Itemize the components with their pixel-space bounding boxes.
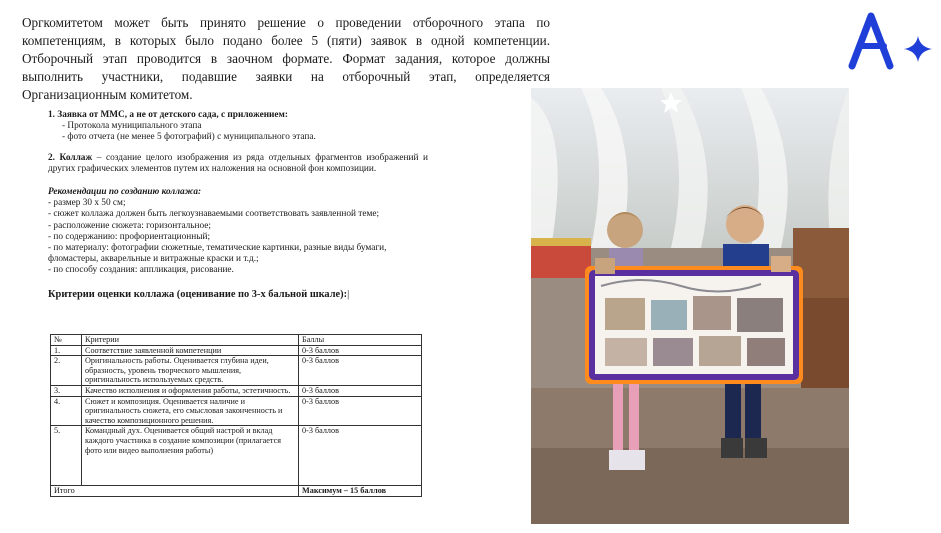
table-row [51,385,422,396]
total-value: Максимум – 15 баллов [299,486,422,497]
table-header-row [51,335,422,346]
row-points: 0-3 баллов [299,356,422,386]
rec-method: - по способу создания: аппликация, рисование. [48,265,234,276]
row-criterion: Качество исполнения и оформления работы, эстетичность. [82,385,299,396]
rec-content: - по содержанию: профориентационный; [48,231,211,242]
row-number: 2. [51,356,82,386]
row-points: 0-3 баллов [299,396,422,426]
item-1-title: 1. Заявка от ММС, а не от детского сада, с приложением: [48,110,288,120]
header-points: Баллы [299,335,422,346]
photo-children-with-collage [531,88,849,524]
table-row [51,396,422,426]
header-number: № [51,335,82,346]
rec-material: - по материалу: фотографии сюжетные, тематические картинки, разные виды бумаги, фломастеры, акварельные и витражные краски и т.д.; [48,243,387,265]
table-total-row [51,486,422,497]
row-number: 4. [51,396,82,426]
criteria-table [50,334,422,497]
item-2-collage: 2. Коллаж – создание целого изображения из ряда отдельных фрагментов изображений и других графических элементов путем их наложения на основной фон композиции. [48,152,428,174]
row-number: 3. [51,385,82,396]
rec-size: - размер 30 х 50 см; [48,198,126,209]
rec-layout: - расположение сюжета: горизонтальное; [48,220,211,231]
item-1-sub-2: - фото отчета (не менее 5 фотографий) с муниципального этапа. [62,132,316,143]
row-criterion: Сюжет и композиция. Оценивается наличие и оригинальность сюжета, его смысловая законченность и качество композиционного решения. [82,396,299,426]
item-1-sub-1: - Протокола муниципального этапа [62,121,202,132]
header-criteria: Критерии [82,335,299,346]
table-row [51,345,422,356]
intro-paragraph: Оргкомитетом может быть принято решение о проведении отборочного этапа по компетенциям, в которых было подано более 5 (пяти) заявок в одной компетенции. Отборочный этап проводится в заочном формате. Формат задания, которое должны выполнить участники, подавшие заявки на отборочный этап, определяется Организационным комитетом. [22,15,550,102]
recommendations-title: Рекомендации по созданию коллажа: [48,187,202,198]
total-label: Итого [51,486,299,497]
rec-theme: - сюжет коллажа должен быть легкоузнаваемыми соответствовать заявленной теме; [48,209,380,220]
table-row [51,356,422,386]
row-criterion: Оригинальность работы. Оценивается глубина идеи, образность, уровень творческого мышления, оригинальность используемых средств. [82,356,299,386]
requirements-document [48,110,428,300]
row-number: 1. [51,345,82,356]
row-points: 0-3 баллов [299,426,422,486]
row-points: 0-3 баллов [299,385,422,396]
row-criterion: Командный дух. Оценивается общий настрой и вклад каждого участника в создание композиции (прилагается фото или видео выполнения работы) [82,426,299,486]
logo-a-star-icon [846,10,936,70]
row-criterion: Соответствие заявленной компетенции [82,345,299,356]
row-number: 5. [51,426,82,486]
table-row [51,426,422,486]
criteria-title: Критерии оценки коллажа (оценивание по 3-х бальной шкале):| [48,288,350,300]
row-points: 0-3 баллов [299,345,422,356]
